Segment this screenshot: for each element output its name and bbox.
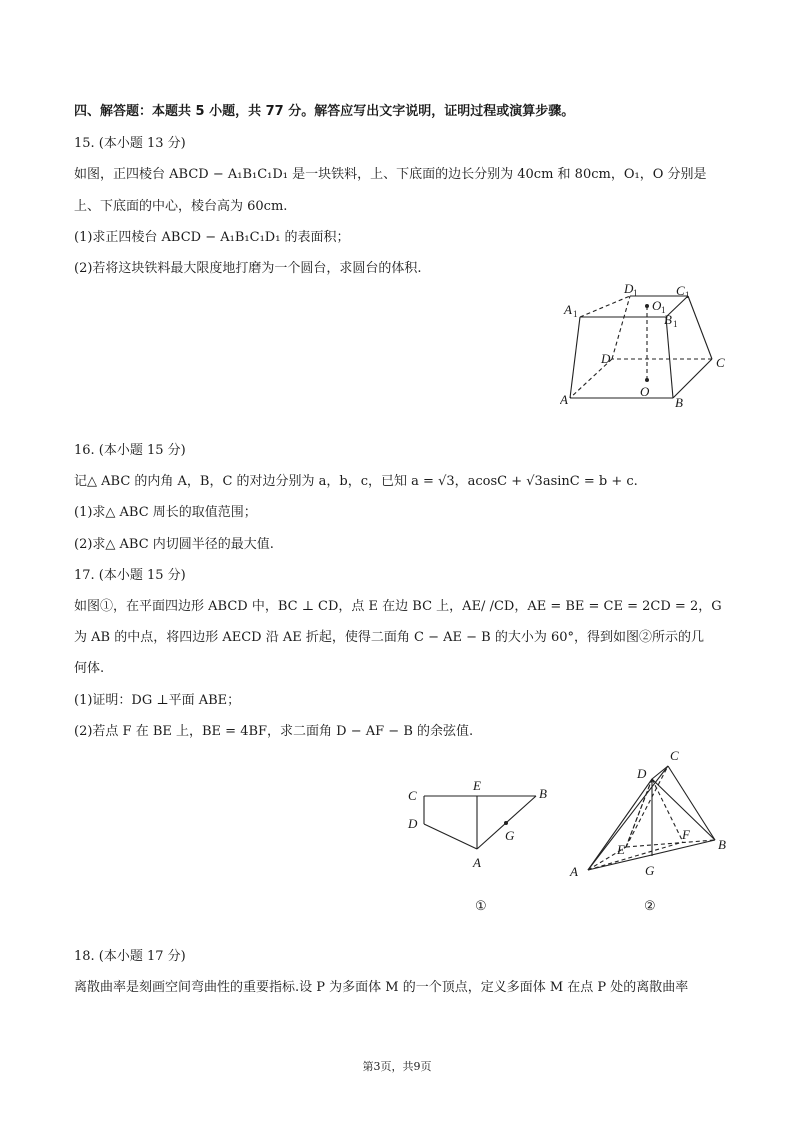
point-g-dot	[504, 821, 508, 825]
edge-dd1	[612, 296, 630, 359]
edge-df	[652, 779, 683, 842]
quadrilateral-figure-1	[398, 775, 558, 920]
solid-figure-2	[565, 744, 735, 919]
fig1-label-c: C	[408, 788, 417, 803]
fig2-label-e: E	[617, 842, 625, 857]
q15-number: 15. (本小题 13 分)	[74, 136, 186, 151]
frustum-figure	[560, 278, 740, 413]
label-d: D	[601, 351, 611, 366]
label-o1-sub: 1	[661, 305, 666, 315]
q18-text-line1: 离散曲率是刻画空间弯曲性的重要指标.设 P 为多面体 M 的一个顶点，定义多面体 M 在点 P 处的离散曲率	[74, 980, 689, 995]
edge-aa1	[570, 317, 580, 398]
q17-text-line2: 为 AB 的中点，将四边形 AECD 沿 AE 折起，使得二面角 C − AE − B 的大小为 60°，得到如图②所示的几	[74, 630, 704, 645]
fig2-label-c: C	[670, 748, 679, 763]
label-b1: B	[664, 312, 672, 327]
q17-number: 17. (本小题 15 分)	[74, 568, 186, 583]
label-c1-sub: 1	[685, 290, 690, 300]
q15-text-line1: 如图，正四棱台 ABCD − A₁B₁C₁D₁ 是一块铁料，上、下底面的边长分别为 40cm 和 80cm，O₁，O 分别是	[74, 167, 707, 182]
edge-bb1	[666, 317, 673, 398]
fig1-label-b: B	[539, 786, 547, 801]
center-o1-dot	[645, 304, 649, 308]
q15-part2: (2)若将这块铁料最大限度地打磨为一个圆台，求圆台的体积.	[74, 261, 422, 276]
label-c: C	[716, 355, 725, 370]
edge-a1d1	[580, 296, 630, 317]
fig2-label-b: B	[718, 837, 726, 852]
q16-text-line1: 记△ ABC 的内角 A，B，C 的对边分别为 a，b，c，已知 a = √3，acosC + √3asinC = b + c.	[74, 474, 638, 489]
label-b1-sub: 1	[673, 319, 678, 329]
edge-cb	[668, 766, 715, 840]
fig2-label-d: D	[637, 766, 647, 781]
label-d1: D	[624, 281, 634, 296]
q16-part1: (1)求△ ABC 周长的取值范围；	[74, 505, 257, 520]
center-o-dot	[645, 378, 649, 382]
section-header: 四、解答题：本题共 5 小题，共 77 分。解答应写出文字说明，证明过程或演算步骤。	[74, 104, 575, 119]
q17-text-line3: 何体.	[74, 661, 105, 676]
label-a1: A	[564, 302, 572, 317]
label-b: B	[675, 395, 683, 410]
label-a: A	[560, 392, 568, 407]
fig1-label-d: D	[408, 816, 418, 831]
label-o1: O	[652, 298, 662, 313]
q17-text-line1: 如图①，在平面四边形 ABCD 中，BC ⊥ CD，点 E 在边 BC 上，AE/ /CD，AE = BE = CE = 2CD = 2，G	[74, 599, 722, 614]
label-c1: C	[676, 283, 685, 298]
fig2-label-a: A	[570, 864, 578, 879]
q18-number: 18. (本小题 17 分)	[74, 949, 186, 964]
fig2-label-f: F	[682, 827, 690, 842]
edge-cc1	[688, 296, 712, 359]
fig1-label-a: A	[473, 855, 481, 870]
fig1-label-e: E	[473, 778, 481, 793]
q16-number: 16. (本小题 15 分)	[74, 443, 186, 458]
q17-part1: (1)证明：DG ⊥平面 ABE；	[74, 693, 241, 708]
page-footer: 第3页，共9页	[362, 1060, 432, 1073]
q15-text-line2: 上、下底面的中心，棱台高为 60cm.	[74, 199, 288, 214]
label-o: O	[640, 384, 650, 399]
q17-part2: (2)若点 F 在 BE 上，BE = 4BF，求二面角 D − AF − B 的余弦值.	[74, 724, 474, 739]
label-d1-sub: 1	[633, 288, 638, 298]
edge-da-flat	[424, 824, 477, 849]
fig2-label-g: G	[645, 863, 655, 878]
label-a1-sub: 1	[573, 309, 578, 319]
q15-part1: (1)求正四棱台 ABCD − A₁B₁C₁D₁ 的表面积；	[74, 230, 350, 245]
edge-bc	[673, 359, 712, 398]
fig1-label-g: G	[505, 828, 515, 843]
fig2-caption: ②	[644, 898, 656, 913]
fig1-caption: ①	[475, 898, 487, 913]
q16-part2: (2)求△ ABC 内切圆半径的最大值.	[74, 537, 274, 552]
